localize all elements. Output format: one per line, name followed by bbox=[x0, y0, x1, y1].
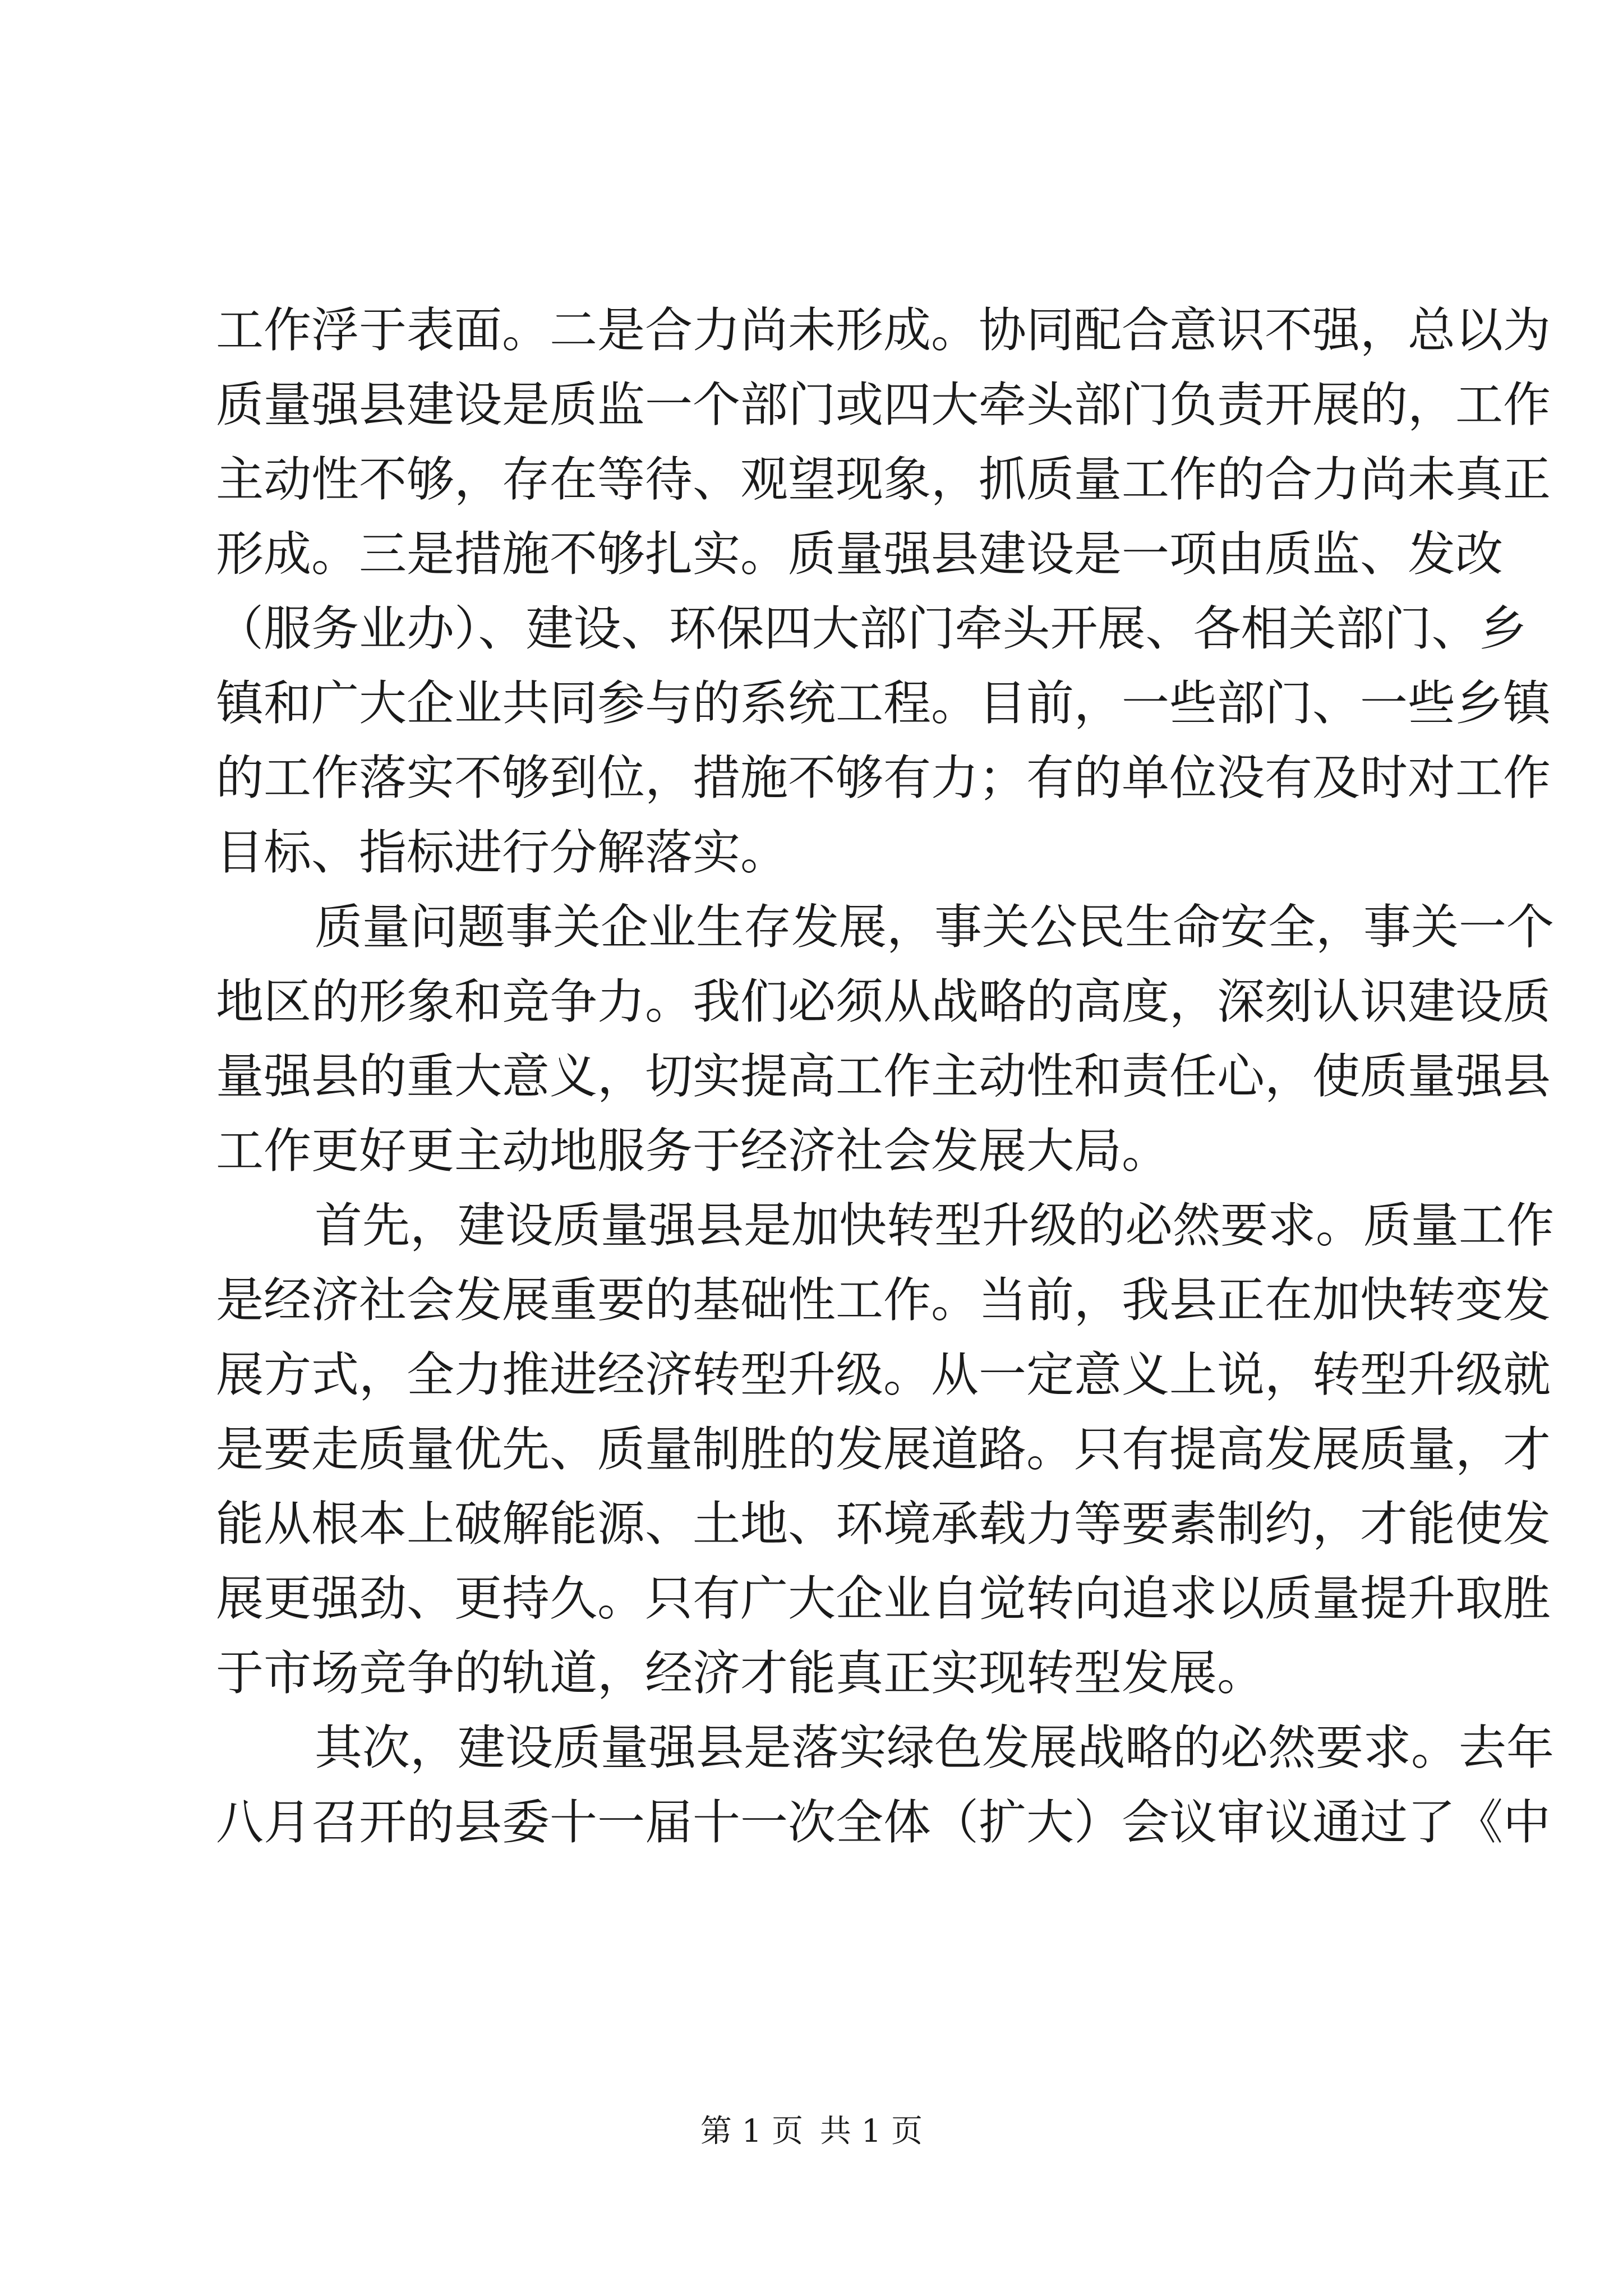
text-line: 主动性不够，存在等待、观望现象，抓质量工作的合力尚未真正 bbox=[216, 452, 1551, 508]
paragraph-first-line: 质量问题事关企业生存发展，事关公民生命安全，事关一个 bbox=[315, 900, 1555, 955]
text-line: 能从根本上破解能源、土地、环境承载力等要素制约，才能使发 bbox=[216, 1497, 1551, 1552]
text-line: 八月召开的县委十一届十一次全体（扩大）会议审议通过了《中 bbox=[216, 1795, 1551, 1851]
text-line: 展更强劲、更持久。只有广大企业自觉转向追求以质量提升取胜 bbox=[216, 1571, 1551, 1627]
text-line: 质量强县建设是质监一个部门或四大牵头部门负责开展的，工作 bbox=[216, 378, 1551, 433]
page-total: 共 1 页 bbox=[819, 2113, 923, 2150]
text-line: 工作浮于表面。二是合力尚未形成。协同配合意识不强，总以为 bbox=[216, 303, 1551, 358]
paragraph-first-line: 首先，建设质量强县是加快转型升级的必然要求。质量工作 bbox=[315, 1198, 1555, 1254]
text-line: 是要走质量优先、质量制胜的发展道路。只有提高发展质量，才 bbox=[216, 1422, 1551, 1478]
text-line: 的工作落实不够到位，措施不够有力；有的单位没有及时对工作 bbox=[216, 751, 1551, 806]
text-line: 量强县的重大意义，切实提高工作主动性和责任心，使质量强县 bbox=[216, 1049, 1551, 1105]
text-line: 目标、指标进行分解落实。 bbox=[216, 825, 789, 881]
text-line: 镇和广大企业共同参与的系统工程。目前，一些部门、一些乡镇 bbox=[216, 676, 1551, 731]
text-line: 地区的形象和竞争力。我们必须从战略的高度，深刻认识建设质 bbox=[216, 974, 1551, 1030]
page-footer bbox=[0, 2106, 1623, 2157]
text-line: 是经济社会发展重要的基础性工作。当前，我县正在加快转变发 bbox=[216, 1273, 1551, 1328]
text-line: 工作更好更主动地服务于经济社会发展大局。 bbox=[216, 1124, 1170, 1179]
text-line: 形成。三是措施不够扎实。质量强县建设是一项由质监、发改 bbox=[216, 527, 1504, 582]
text-line: 于市场竞争的轨道，经济才能真正实现转型发展。 bbox=[216, 1646, 1265, 1701]
text-line: 展方式，全力推进经济转型升级。从一定意义上说，转型升级就 bbox=[216, 1347, 1551, 1403]
page-number: 第 1 页 bbox=[700, 2113, 804, 2150]
paragraph-first-line: 其次，建设质量强县是落实绿色发展战略的必然要求。去年 bbox=[315, 1720, 1555, 1776]
text-line: （服务业办）、建设、环保四大部门牵头开展、各相关部门、乡 bbox=[216, 601, 1527, 657]
